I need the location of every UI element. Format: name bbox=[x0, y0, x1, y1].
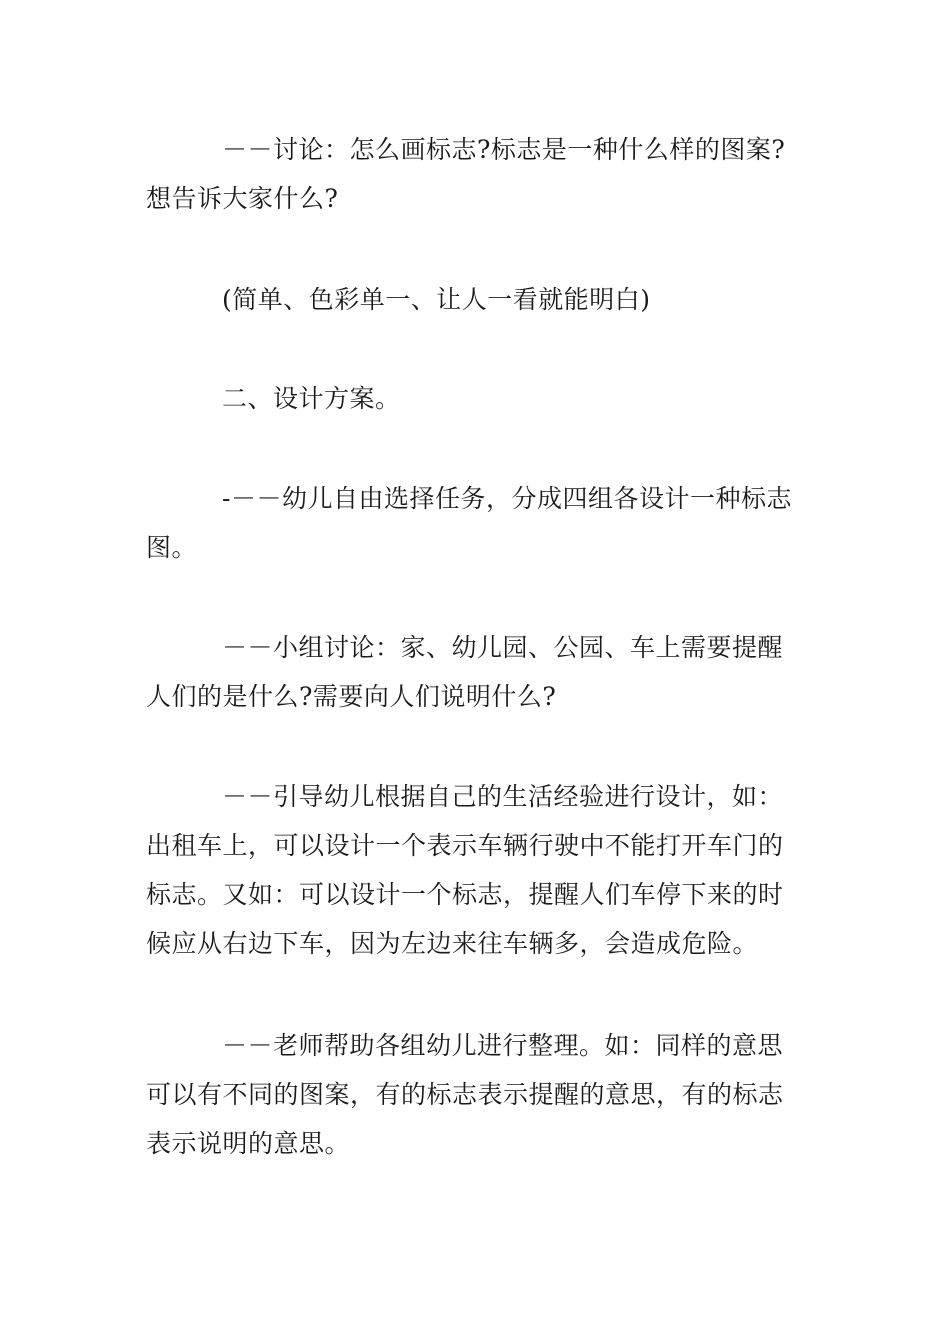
text-line: 图。 bbox=[146, 533, 198, 562]
text-line: 出租车上，可以设计一个表示车辆行驶中不能打开车门的 bbox=[146, 831, 784, 860]
text-line: 二、设计方案。 bbox=[222, 384, 401, 413]
text-line: 表示说明的意思。 bbox=[146, 1129, 351, 1158]
paragraph-guide-design bbox=[146, 772, 806, 968]
text-line: 候应从右边下车，因为左边来往车辆多，会造成危险。 bbox=[146, 929, 759, 958]
paragraph-choose-task bbox=[146, 474, 806, 572]
text-line: －－小组讨论：家、幼儿园、公园、车上需要提醒 bbox=[222, 633, 784, 662]
text-line: －－讨论：怎么画标志?标志是一种什么样的图案? bbox=[222, 135, 786, 164]
paragraph-discussion-how-to-draw bbox=[146, 125, 806, 223]
text-line: 人们的是什么?需要向人们说明什么? bbox=[146, 682, 557, 711]
paragraph-simple-colors bbox=[146, 275, 806, 324]
text-line: 可以有不同的图案，有的标志表示提醒的意思，有的标志 bbox=[146, 1080, 784, 1109]
section-heading-design-plan bbox=[146, 374, 806, 423]
paragraph-teacher-organizes bbox=[146, 1021, 806, 1168]
text-line: －－老师帮助各组幼儿进行整理。如：同样的意思 bbox=[222, 1031, 784, 1060]
text-line: -－－幼儿自由选择任务，分成四组各设计一种标志 bbox=[222, 484, 792, 513]
text-line: 想告诉大家什么? bbox=[146, 184, 339, 213]
text-line: (简单、色彩单一、让人一看就能明白) bbox=[222, 285, 651, 314]
text-line: －－引导幼儿根据自己的生活经验进行设计，如： bbox=[222, 782, 784, 811]
paragraph-group-discussion bbox=[146, 623, 806, 721]
text-line: 标志。又如：可以设计一个标志，提醒人们车停下来的时 bbox=[146, 880, 784, 909]
